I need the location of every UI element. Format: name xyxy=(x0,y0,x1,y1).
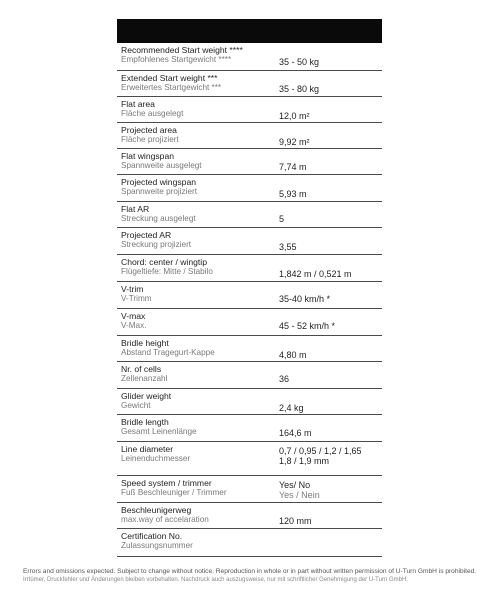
value-primary: 3,55 xyxy=(279,242,297,252)
spec-row xyxy=(117,97,382,123)
value-primary: 7,74 m xyxy=(279,162,307,172)
spec-value xyxy=(279,321,335,331)
value-primary: 164,6 m xyxy=(279,428,312,438)
spec-row xyxy=(117,228,382,255)
label-german: Gewicht xyxy=(121,401,151,410)
label-german: Gesamt Leinenlänge xyxy=(121,427,197,436)
spec-value xyxy=(279,162,307,172)
label-english: Beschleunigerweg xyxy=(121,505,192,515)
spec-label xyxy=(121,151,202,171)
label-german: Erweitertes Startgewicht *** xyxy=(121,83,222,92)
spec-row xyxy=(117,336,382,362)
label-english: Projected AR xyxy=(121,230,172,240)
spec-label xyxy=(121,257,213,277)
label-english: Flat area xyxy=(121,99,155,109)
label-english: V-max xyxy=(121,311,146,321)
value-secondary: 1,8 / 1,9 mm xyxy=(279,456,330,466)
spec-value xyxy=(279,242,297,252)
value-primary: Yes/ No xyxy=(279,480,311,490)
value-primary: 120 mm xyxy=(279,516,312,526)
spec-row xyxy=(117,255,382,282)
label-english: Line diameter xyxy=(121,444,174,454)
label-german: Empfohlenes Startgewicht **** xyxy=(121,55,232,64)
label-german: Abstand Tragegurt-Kappe xyxy=(121,348,215,357)
label-german: Streckung projiziert xyxy=(121,240,192,249)
spec-label xyxy=(121,284,152,304)
spec-row xyxy=(117,282,382,309)
label-english: Projected wingspan xyxy=(121,177,197,187)
spec-value xyxy=(279,57,319,67)
disclaimer-english: Errors and omissions expected. Subject to change without notice. Reproduction in whole or in part without written permission of U-Turn GmbH is prohibited. xyxy=(23,568,477,575)
label-english: Nr. of cells xyxy=(121,364,162,374)
label-german: Streckung ausgelegt xyxy=(121,214,196,223)
spec-label xyxy=(121,531,193,551)
label-english: Bridle height xyxy=(121,338,169,348)
spec-value xyxy=(279,137,310,147)
value-primary: 2,4 kg xyxy=(279,403,304,413)
label-english: Recommended Start weight **** xyxy=(121,45,243,55)
spec-label xyxy=(121,311,146,331)
value-primary: 12,0 m² xyxy=(279,111,310,121)
label-english: Bridle length xyxy=(121,417,169,427)
label-german: Zulassungsnummer xyxy=(121,541,193,550)
spec-value xyxy=(279,189,307,199)
spec-value xyxy=(279,374,289,384)
spec-sheet xyxy=(117,19,382,557)
label-german: Fuß Beschleuniger / Trimmer xyxy=(121,488,227,497)
spec-row xyxy=(117,202,382,228)
spec-label xyxy=(121,505,209,525)
label-german: max.way of accelaration xyxy=(121,515,209,524)
value-primary: 35 - 80 kg xyxy=(279,84,320,94)
spec-label xyxy=(121,417,197,437)
label-german: Spannweite ausgelegt xyxy=(121,161,202,170)
label-english: Chord: center / wingtip xyxy=(121,257,207,267)
spec-row xyxy=(117,529,382,557)
label-english: Flat AR xyxy=(121,204,150,214)
spec-value xyxy=(279,350,307,360)
disclaimer-german: Irrtümer, Druckfehler und Änderungen bleiben vorbehalten. Nachdruck auch auszugsweise, nur mit schriftlicher Genehmigung der U-Turn GmbH. xyxy=(23,577,408,583)
label-english: V-trim xyxy=(121,284,144,294)
spec-value xyxy=(279,214,284,224)
spec-label xyxy=(121,230,191,250)
spec-label xyxy=(121,478,227,498)
spec-value xyxy=(279,111,310,121)
value-primary: 36 xyxy=(279,374,290,384)
spec-table xyxy=(117,43,382,557)
label-german: V-Trimm xyxy=(121,294,152,303)
footer-disclaimer xyxy=(23,567,477,585)
spec-value xyxy=(279,84,319,94)
spec-value xyxy=(279,269,352,279)
spec-value xyxy=(279,480,320,500)
spec-label xyxy=(121,338,215,358)
label-english: Speed system / trimmer xyxy=(121,478,212,488)
spec-label xyxy=(121,73,221,93)
label-german: V-Max. xyxy=(121,321,147,330)
spec-row xyxy=(117,71,382,97)
value-primary: 5 xyxy=(279,214,285,224)
spec-row xyxy=(117,309,382,336)
label-english: Flat wingspan xyxy=(121,151,175,161)
label-german: Fläche ausgelegt xyxy=(121,109,184,118)
label-english: Projected area xyxy=(121,125,177,135)
spec-row xyxy=(117,43,382,71)
spec-label xyxy=(121,364,167,384)
spec-label xyxy=(121,125,179,145)
value-primary: 5,93 m xyxy=(279,189,307,199)
spec-row xyxy=(117,415,382,442)
spec-row xyxy=(117,362,382,389)
spec-label xyxy=(121,204,196,224)
value-primary: 9,92 m² xyxy=(279,137,310,147)
spec-row xyxy=(117,503,382,529)
label-german: Leinenduchmesser xyxy=(121,454,191,463)
spec-value xyxy=(279,516,312,526)
spec-label xyxy=(121,391,171,411)
value-primary: 1,842 m / 0,521 m xyxy=(279,269,352,279)
spec-row xyxy=(117,123,382,149)
label-german: Spannweite projiziert xyxy=(121,187,198,196)
spec-row xyxy=(117,442,382,476)
label-english: Certification No. xyxy=(121,531,183,541)
label-german: Zellenanzahl xyxy=(121,374,168,383)
value-primary: 4,80 m xyxy=(279,350,307,360)
value-primary: 45 - 52 km/h * xyxy=(279,321,336,331)
spec-row xyxy=(117,476,382,503)
spec-label xyxy=(121,177,197,197)
value-primary: 35-40 km/h * xyxy=(279,294,331,304)
label-english: Glider weight xyxy=(121,391,172,401)
spec-value xyxy=(279,403,304,413)
spec-label xyxy=(121,45,243,65)
spec-value xyxy=(279,446,362,466)
value-secondary: Yes / Nein xyxy=(279,490,320,500)
table-header-bar xyxy=(117,19,382,43)
label-german: Fläche projiziert xyxy=(121,135,179,144)
spec-label xyxy=(121,444,190,464)
spec-value xyxy=(279,428,312,438)
spec-label xyxy=(121,99,183,119)
value-primary: 35 - 50 kg xyxy=(279,57,320,67)
spec-value xyxy=(279,294,330,304)
spec-row xyxy=(117,149,382,175)
spec-row xyxy=(117,389,382,415)
label-english: Extended Start weight *** xyxy=(121,73,218,83)
spec-row xyxy=(117,175,382,202)
label-german: Flügeltiefe: Mitte / Stabilo xyxy=(121,267,213,276)
value-primary: 0,7 / 0,95 / 1,2 / 1,65 xyxy=(279,446,362,456)
